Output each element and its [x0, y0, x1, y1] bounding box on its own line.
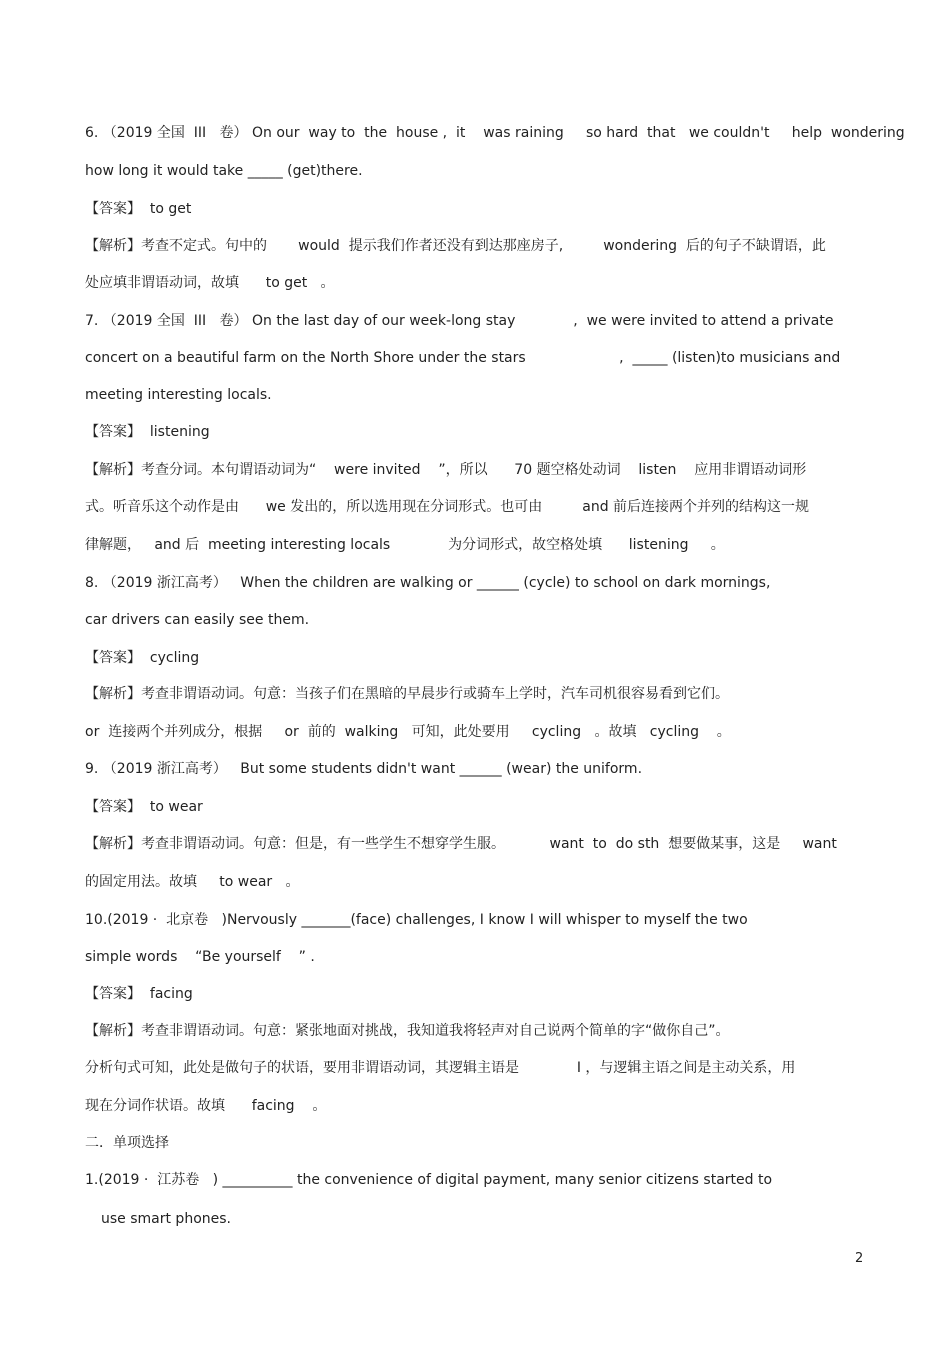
text-line: 处应填非谓语动词，故填 to get 。	[85, 275, 335, 291]
text-line: 【解析】考查不定式。句中的 would 提示我们作者还没有到达那座房子, wondering 后的句子不缺谓语，此	[85, 238, 826, 254]
text-line: how long it would take _____ (get)there.	[85, 163, 363, 179]
text-line: 【答案】 to wear	[85, 799, 203, 815]
text-line: 6. （2019 全国 III 卷） On our way to the house , it was raining so hard that we couldn't help wondering	[85, 125, 905, 141]
text-line: 【解析】考查非谓语动词。句意：但是，有一些学生不想穿学生服。 want to do sth 想要做某事，这是 want	[85, 836, 837, 852]
text-line: 【解析】考查分词。本句谓语动词为“ were invited ”，所以 70 题空格处动词 listen 应用非谓语动词形	[85, 462, 807, 478]
text-line: 【答案】 listening	[85, 424, 210, 440]
text-line: or 连接两个并列成分，根据 or 前的 walking 可知，此处要用 cycling 。故填 cycling 。	[85, 724, 731, 740]
text-line: 7. （2019 全国 III 卷） On the last day of our week-long stay , we were invited to attend a private	[85, 313, 834, 329]
text-line: 【答案】 to get	[85, 201, 192, 217]
text-line: 现在分词作状语。故填 facing 。	[85, 1098, 327, 1114]
text-line: 【解析】考查非谓语动词。句意：紧张地面对挑战，我知道我将轻声对自己说两个简单的字“做你自己”。	[85, 1023, 730, 1039]
text-line: 律解题， and 后 meeting interesting locals 为分词形式，故空格处填 listening 。	[85, 537, 725, 553]
text-line: use smart phones.	[101, 1211, 231, 1227]
text-line: 【答案】 facing	[85, 986, 193, 1002]
text-line: 分析句式可知，此处是做句子的状语，要用非谓语动词，其逻辑主语是 I ，与逻辑主语之间是主动关系，用	[85, 1060, 796, 1076]
text-line: meeting interesting locals.	[85, 387, 272, 403]
text-line: concert on a beautiful farm on the North Shore under the stars , _____ (listen)to musicians and	[85, 350, 841, 366]
text-line: 【解析】考查非谓语动词。句意：当孩子们在黑暗的早晨步行或骑车上学时，汽车司机很容易看到它们。	[85, 686, 729, 702]
text-line: 10.(2019 · 北京卷 )Nervously _______(face) challenges, I know I will whisper to myself the two	[85, 912, 748, 928]
text-line: 1.(2019 · 江苏卷 ) __________ the convenience of digital payment, many senior citizens started to	[85, 1172, 773, 1188]
section-heading: 二．单项选择	[85, 1135, 169, 1151]
text-line: car drivers can easily see them.	[85, 612, 310, 628]
text-line: simple words “Be yourself ” .	[85, 949, 315, 965]
text-line: 9. （2019 浙江高考） But some students didn't want ______ (wear) the uniform.	[85, 761, 643, 777]
text-line: 的固定用法。故填 to wear 。	[85, 874, 300, 890]
text-line: 8. （2019 浙江高考） When the children are walking or ______ (cycle) to school on dark mornings,	[85, 575, 771, 591]
text-line: 式。听音乐这个动作是由 we 发出的，所以选用现在分词形式。也可由 and 前后连接两个并列的结构这一规	[85, 499, 810, 515]
text-line: 【答案】 cycling	[85, 650, 200, 666]
page-number: 2	[855, 1251, 864, 1266]
